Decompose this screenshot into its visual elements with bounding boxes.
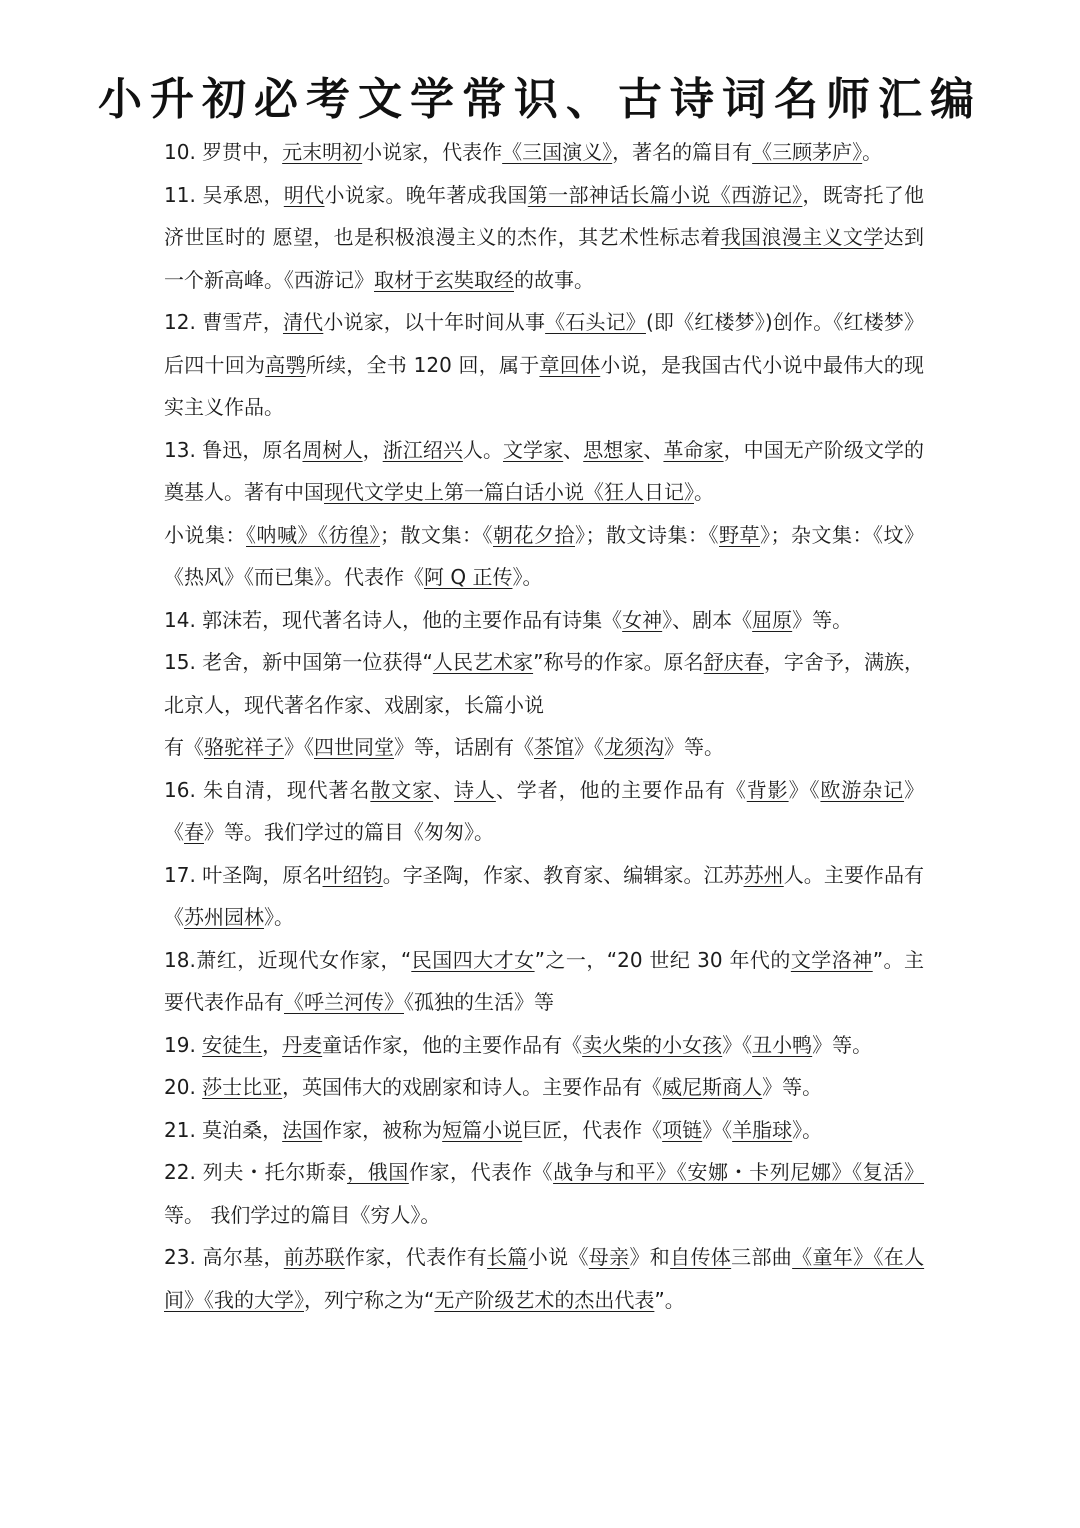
text-paragraph [164, 1109, 924, 1152]
underlined-key-term: 羊脂球 [732, 1117, 793, 1142]
text-segment: 17. 叶圣陶，原名 [164, 862, 323, 887]
underlined-key-term: 母亲 [588, 1245, 630, 1269]
underlined-key-term: 春 [184, 820, 204, 844]
text-segment: 、学者，他的主要作品有《 [495, 777, 747, 802]
text-segment: 小说家。晚年著成我国 [324, 182, 528, 207]
text-segment: ”之一，“20 世纪 30 年代的 [534, 947, 791, 972]
underlined-key-term: 叶绍钧 [322, 862, 383, 887]
underlined-key-term: 欧游杂记 [820, 777, 905, 802]
text-segment: 》等，话剧有《 [394, 735, 534, 759]
underlined-key-term: 思想家 [583, 437, 644, 462]
text-paragraph [164, 514, 924, 599]
text-segment: 16. 朱自清，现代著名 [164, 777, 371, 802]
text-segment: 三部曲 [731, 1245, 793, 1269]
text-paragraph [164, 769, 924, 854]
text-segment: ，著名的篇目有 [612, 140, 753, 164]
text-paragraph [164, 131, 924, 174]
underlined-key-term: 苏州 [743, 862, 784, 887]
text-segment: ， [362, 437, 383, 462]
underlined-key-term: 诗人 [454, 777, 496, 802]
text-segment: 》。 [512, 565, 543, 589]
underlined-key-term: 文学家 [503, 437, 564, 462]
text-segment: 人。 [462, 437, 503, 462]
underlined-key-term: 革命家 [663, 437, 724, 462]
text-segment: 23. 高尔基， [164, 1245, 284, 1269]
underlined-key-term: 骆驼祥子 [204, 735, 284, 759]
text-segment: 小说，是我国古代小说中最伟大的现实主义作品。 [164, 352, 925, 419]
text-segment: 》。 [792, 1117, 823, 1142]
underlined-key-term: 阿 Q 正传 [424, 565, 513, 589]
text-segment: ，中国无产阶级文学的奠基人。著有中国 [164, 437, 925, 504]
text-segment: ”。主要代表作品有 [164, 947, 925, 1014]
underlined-key-term: 文学洛神 [790, 947, 873, 972]
underlined-key-term: 《呐喊》《彷徨》 [246, 522, 380, 547]
text-segment: ；散文集：《 [380, 522, 493, 547]
page-title: 小升初必考文学常识、古诗词名师汇编 [98, 74, 982, 125]
text-segment: 。 [862, 140, 883, 164]
underlined-key-term: 周树人 [302, 437, 363, 462]
text-segment: 。字圣陶，作家、教育家、编辑家。江苏 [382, 862, 744, 887]
text-segment: ，既寄托了他济世匡时的 愿望，也是积极浪漫主义的杰作，其艺术性标志着 [164, 182, 925, 249]
underlined-key-term: 人民艺术家 [432, 650, 534, 674]
text-segment: 》；杂文集：《坟》《热风》《而已集》。代表作《 [164, 522, 924, 589]
text-segment: 》《 [574, 735, 604, 759]
text-segment: 》和 [629, 1245, 671, 1269]
text-paragraph [164, 1236, 924, 1321]
underlined-key-term: 《童年》《在人间》《我的大学》 [164, 1245, 925, 1312]
text-segment: ”。 [654, 1287, 685, 1312]
underlined-key-term: 《呼兰河传》 [284, 990, 404, 1014]
underlined-key-term: 卖火柴的小女孩 [582, 1032, 723, 1057]
text-segment: 》；散文诗集：《 [575, 522, 719, 547]
underlined-key-term: 安徒生 [202, 1032, 263, 1057]
underlined-key-term: 民国四大才女 [411, 947, 535, 972]
underlined-key-term: 清代 [282, 310, 324, 334]
underlined-key-term: 四世同堂 [314, 735, 394, 759]
text-segment: 童话作家，他的主要作品有《 [322, 1032, 583, 1057]
text-segment: 。 [694, 480, 714, 504]
text-segment: ， [262, 1032, 283, 1057]
underlined-key-term: 我国浪漫主义文学 [720, 225, 884, 249]
text-segment: 》等。我们学过的篇目《匆匆》。 [204, 820, 494, 844]
underlined-key-term: 章回体 [539, 352, 601, 377]
text-segment: ”称号的作家。原名 [533, 650, 704, 674]
text-segment: 》《 [284, 735, 314, 759]
text-segment: 》。 [264, 905, 294, 929]
underlined-key-term: 高鹗 [265, 352, 306, 377]
underlined-key-term: 背影 [746, 777, 789, 802]
text-segment: 小说家，代表作 [362, 140, 503, 164]
text-paragraph [164, 1024, 924, 1067]
text-segment: 》《 [788, 777, 821, 802]
text-segment: 的故事。 [514, 267, 594, 292]
underlined-key-term: 元末明初 [282, 140, 363, 164]
text-paragraph [164, 641, 924, 726]
underlined-key-term: 项链 [662, 1117, 703, 1142]
text-paragraph [164, 599, 924, 642]
text-segment: 》等。 [792, 607, 853, 632]
text-segment: 作家，被称为 [322, 1117, 443, 1142]
text-segment: 作家，代表作《 [408, 1160, 554, 1184]
underlined-key-term: 龙须沟 [604, 735, 664, 759]
text-segment: 20. [164, 1075, 203, 1099]
text-segment: 22. 列夫・托尔斯泰 [164, 1160, 348, 1184]
text-segment: 等。 我们学过的篇目《穷人》。 [164, 1202, 441, 1227]
text-segment: 》等。 [762, 1075, 823, 1099]
underlined-key-term: 威尼斯商人 [662, 1075, 763, 1099]
underlined-key-term: 《三顾茅庐》 [752, 140, 863, 164]
text-segment: 人。主要作品有《 [164, 862, 925, 929]
text-segment: 》《 [164, 777, 925, 844]
text-segment: 10. 罗贯中， [164, 140, 283, 164]
text-segment: 》《 [722, 1032, 753, 1057]
text-segment: 13. 鲁迅，原名 [164, 437, 303, 462]
text-segment: 巨匠，代表作《 [522, 1117, 663, 1142]
text-paragraph [164, 939, 924, 1024]
text-segment: 15. 老舍，新中国第一位获得“ [164, 650, 433, 674]
text-segment: 19. [164, 1032, 203, 1057]
text-segment: 》、剧本《 [662, 607, 753, 632]
text-segment: 、 [643, 437, 664, 462]
underlined-key-term: 前苏联 [283, 1245, 345, 1269]
underlined-key-term: 《石头记》 [545, 310, 646, 334]
underlined-key-term: 现代文学史上第一篇白话小说《狂人日记》 [324, 480, 694, 504]
underlined-key-term: 第一部神话长篇小说《西游记》 [527, 182, 803, 207]
underlined-key-term: 无产阶级艺术的杰出代表 [434, 1287, 655, 1312]
text-paragraph [164, 1151, 924, 1236]
text-paragraph [164, 854, 924, 939]
text-segment: 11. 吴承恩， [164, 182, 284, 207]
text-segment: 、 [563, 437, 584, 462]
text-paragraph [164, 429, 924, 514]
text-segment: 21. 莫泊桑， [164, 1117, 283, 1142]
underlined-key-term: 长篇 [487, 1245, 528, 1269]
text-segment: 达到一个新高峰。《西游记》 [164, 225, 925, 292]
text-segment: 有《 [164, 735, 204, 759]
underlined-key-term: 散文家 [370, 777, 434, 802]
underlined-key-term: 浙江绍兴 [382, 437, 463, 462]
text-segment: ，英国伟大的戏剧家和诗人。主要作品有《 [282, 1075, 663, 1099]
text-segment: 所续，全书 120 回，属于 [305, 352, 540, 377]
text-paragraph [164, 174, 924, 302]
text-segment: 小说《 [527, 1245, 589, 1269]
text-paragraph [164, 726, 924, 769]
underlined-key-term: 丹麦 [282, 1032, 323, 1057]
text-paragraph [164, 1066, 924, 1109]
text-segment: ，字舍予，满族，北京人，现代著名作家、戏剧家，长篇小说 [164, 650, 925, 717]
underlined-key-term: 屈原 [752, 607, 793, 632]
underlined-key-term: 短篇小说 [442, 1117, 523, 1142]
text-segment: 》等。 [664, 735, 724, 759]
text-segment: 、 [433, 777, 455, 802]
underlined-key-term: 《三国演义》 [502, 140, 613, 164]
text-segment: 》等。 [812, 1032, 873, 1057]
text-paragraph [164, 301, 924, 429]
text-segment: 作家，代表作有 [344, 1245, 488, 1269]
underlined-key-term: 战争与和平》《安娜・卡列尼娜》《复活》 [553, 1160, 925, 1184]
text-segment: 14. 郭沫若，现代著名诗人，他的主要作品有诗集《 [164, 607, 623, 632]
text-segment: 小说家，以十年时间从事 [323, 310, 546, 334]
underlined-key-term: 莎士比亚 [202, 1075, 283, 1099]
text-segment: 12. 曹雪芹， [164, 310, 283, 334]
underlined-key-term: 朝花夕拾 [493, 522, 575, 547]
text-segment: 《孤独的生活》等 [404, 990, 554, 1014]
underlined-key-term: 舒庆春 [703, 650, 764, 674]
underlined-key-term: ，俄国 [347, 1160, 409, 1184]
text-segment: 小说集： [164, 522, 246, 547]
underlined-key-term: 茶馆 [534, 735, 574, 759]
text-segment: 》《 [702, 1117, 733, 1142]
underlined-key-term: 苏州园林 [184, 905, 264, 929]
document-body [164, 131, 924, 1321]
underlined-key-term: 明代 [283, 182, 325, 207]
text-segment: 18.萧红，近现代女作家，“ [164, 947, 412, 972]
text-segment: ，列宁称之为“ [304, 1287, 435, 1312]
text-segment: (即《红楼梦》)创作。《红楼梦》后四十回为 [164, 310, 925, 377]
underlined-key-term: 丑小鸭 [752, 1032, 813, 1057]
underlined-key-term: 取材于玄奘取经 [374, 267, 514, 292]
underlined-key-term: 法国 [282, 1117, 323, 1142]
underlined-key-term: 野草 [719, 522, 760, 547]
underlined-key-term: 女神 [622, 607, 663, 632]
underlined-key-term: 自传体 [670, 1245, 732, 1269]
